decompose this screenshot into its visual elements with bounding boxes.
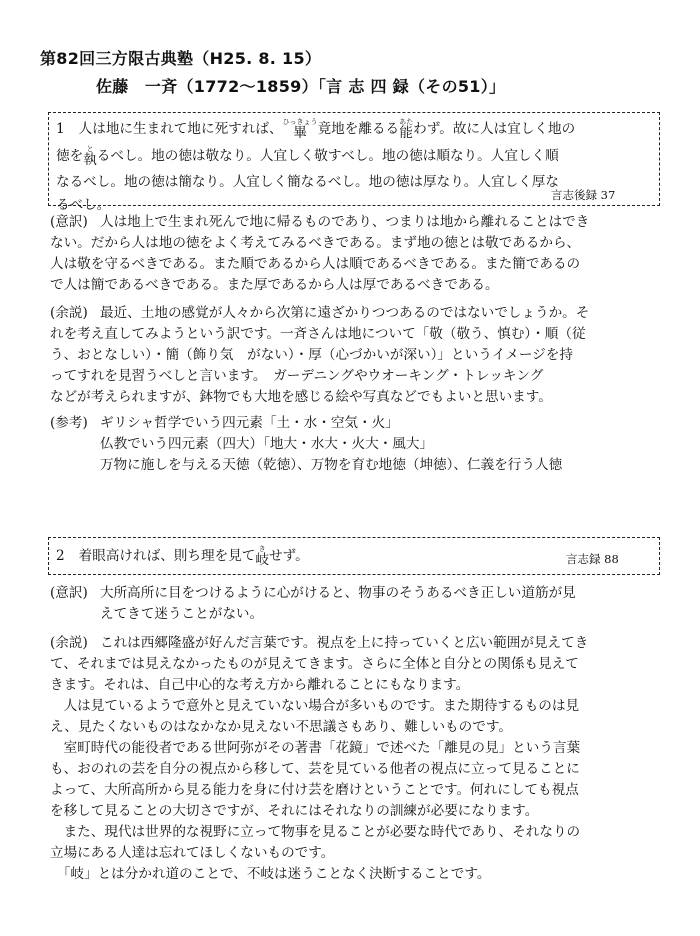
quote-2-text: 着眼高ければ、則ち理を見て: [78, 548, 256, 564]
commentary-line: う、おとなしい）・簡（飾り気 がない）・厚（心づかいが深い）」というイメージを持: [50, 347, 573, 363]
commentary-line: え、見たくないものはなかなか見えない不思議さもあり、難しいものです。: [50, 719, 512, 735]
translation-line: で人は簡であるべきである。また厚であるから人は厚であるべきである。: [50, 277, 499, 293]
quote-1-number: 1: [56, 121, 65, 137]
commentary-line: 「岐」とは分かれ道のことで、不岐は迷うことなく決断することです。: [50, 866, 491, 882]
commentary-line: 最近、土地の感覚が人々から次第に遠ざかりつつあるのではないでしょうか。そ: [100, 305, 590, 321]
commentary-line: などが考えられますが、鉢物でも大地を感じる絵や写真などでもよいと思います。: [50, 389, 552, 405]
reference-line: ギリシャ哲学でいう四元素「土・水・空気・火」: [100, 415, 399, 431]
lecture-title: 第82回三方限古典塾（H25. 8. 15）: [40, 49, 322, 68]
ruby-hikkyou: 畢ひっきょう: [282, 118, 318, 141]
quote-1-text: 竟地を離るる: [317, 121, 400, 137]
reference-line: 万物に施しを与える天徳（乾徳）、万物を育む地徳（坤徳）、仁義を行う人徳: [100, 457, 563, 473]
translation-label: (意訳): [50, 214, 88, 230]
commentary-label: (余説): [50, 305, 88, 321]
reference-1: [50, 413, 670, 476]
quote-2-text: せず。: [268, 548, 309, 564]
commentary-line: 室町時代の能役者である世阿弥がその著書「花鏡」で述べた「離見の見」という言葉: [50, 740, 581, 756]
commentary-line: よって、大所高所から見る能力を身に付け芸を磨けということです。何れにしても視点: [50, 782, 579, 798]
reference-label: (参考): [50, 415, 88, 431]
commentary-1: [50, 303, 670, 408]
translation-line: ない。だから人は地の徳をよく考えてみるべきである。まず地の徳とは敬であるから、: [50, 235, 581, 251]
commentary-line: また、現代は世界的な視野に立って物事を見ることが必要な時代であり、それなりの: [50, 824, 581, 840]
translation-line: 大所高所に目をつけるように心がけると、物事のそうあるべき正しい道筋が見: [100, 585, 576, 601]
lecture-subtitle: 佐藤 一斉（1772〜1859）「言 志 四 録（その51）」: [96, 77, 506, 96]
quote-1-source: 言志後録 37: [551, 188, 616, 202]
commentary-line: を移して見ることの大切さですが、それにはそれなりの訓練が必要になります。: [50, 803, 539, 819]
translation-label: (意訳): [50, 585, 88, 601]
ruby-ki: 岐き: [255, 545, 269, 568]
commentary-line: これは西郷隆盛が好んだ言葉です。視点を上に持っていくと広い範囲が見えてき: [100, 635, 589, 651]
quote-1-text: 人は地に生まれて地に死すれば、: [78, 121, 283, 137]
quote-1-line-4: るべし。: [56, 196, 111, 213]
commentary-line: も、おのれの芸を自分の視点から移して、芸を見ている他者の視点に立って見ることに: [50, 761, 580, 777]
translation-line: 人は敬を守るべきである。また順であるから人は順であるべきである。また簡であるの: [50, 256, 581, 272]
translation-line: えてきて迷うことがない。: [100, 606, 264, 622]
quote-1-line-2: 徳を 執と るべし。地の徳は敬なり。人宜しく敬すべし。地の徳は順なり。人宜しく順: [56, 145, 656, 172]
commentary-line: れを考え直してみようという訳です。一斉さんは地について「敬（敬う、慎む）・順（従: [50, 326, 586, 342]
commentary-line: 人は見ているようで意外と見えていない場合が多いものです。また期待するものは見: [50, 698, 580, 714]
commentary-line: て、それまでは見えなかったものが見えてきます。さらに全体と自分との関係も見えて: [50, 656, 579, 672]
commentary-line: ってすれを見習うべしと言います。 ガーデニングやウオーキング・トレッキング: [50, 368, 544, 384]
translation-line: 人は地上で生まれ死んで地に帰るものであり、つまりは地から離れることはでき: [100, 214, 590, 230]
quote-2-number: 2: [56, 548, 65, 564]
ruby-to: 執と: [83, 144, 97, 168]
translation-1: [50, 212, 670, 296]
reference-line: 仏教でいう四元素（四大）「地大・水大・火大・風大」: [100, 436, 434, 452]
commentary-2: [50, 633, 670, 885]
commentary-line: きます。それは、自己中心的な考え方から離れることにもなります。: [50, 677, 470, 693]
quote-1-line-1: [56, 118, 656, 145]
quote-2-source: 言志録 88: [566, 552, 619, 566]
quote-1-text: わず。故に人は宜しく地の: [413, 121, 576, 137]
commentary-line: 立場にある人達は忘れてほしくないものです。: [50, 845, 335, 861]
ruby-ata: 能あた: [399, 118, 414, 141]
translation-2: [50, 583, 670, 625]
commentary-label: (余説): [50, 635, 88, 651]
quote-1-line-3: なるべし。地の徳は簡なり。人宜しく簡なるべし。地の徳は厚なり。人宜しく厚な: [56, 174, 559, 190]
